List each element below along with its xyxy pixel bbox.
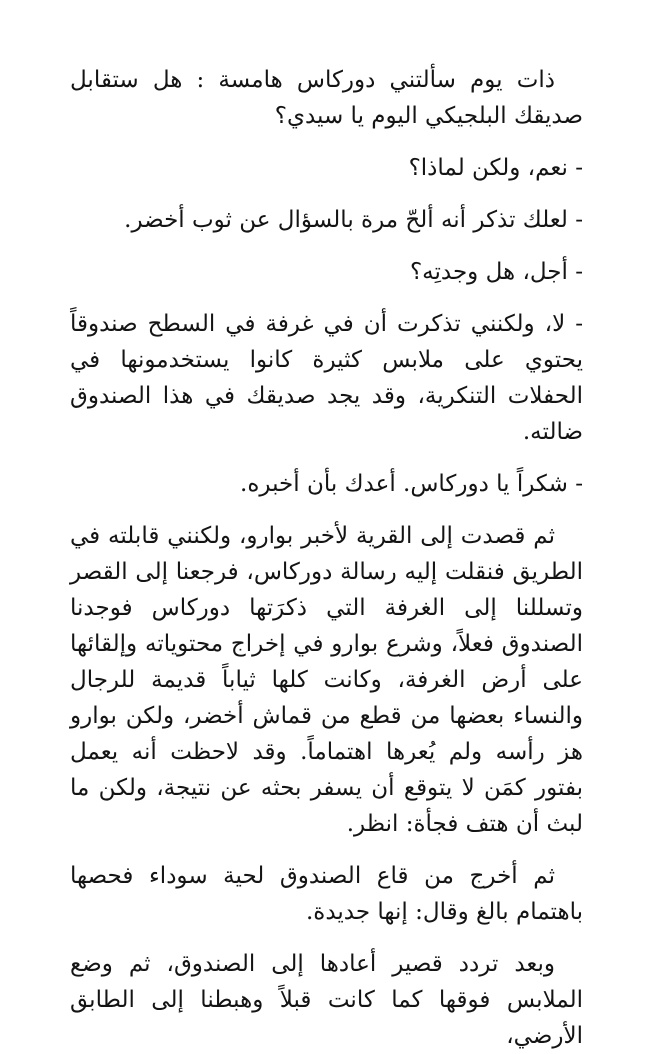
paragraph-going-downstairs: وبعد تردد قصير أعادها إلى الصندوق، ثم وضع الملابس فوقها كما كانت قبلاً وهبطنا إلى الطابق الأرضي، <box>70 951 583 1049</box>
dialog-line-attic-trunk: - لا، ولكنني تذكرت أن في غرفة في السطح صندوقاً يحتوي على ملابس كثيرة كانوا يستخدمونها في الحفلات التنكرية، وقد يجد صديقك في هذا الصندوق ضالته. <box>70 311 583 445</box>
dialog-line-green-dress: - لعلك تذكر أنه ألحّ مرة بالسؤال عن ثوب أخضر. <box>124 207 583 233</box>
dialog-line-did-you-find: - أجل، هل وجدتِه؟ <box>409 259 583 285</box>
paragraph-dorcas-question: ذات يوم سألتني دوركاس هامسة : هل ستقابل صديقك البلجيكي اليوم يا سيدي؟ <box>70 67 583 129</box>
paragraph-black-beard: ثم أخرج من قاع الصندوق لحية سوداء فحصها باهتمام بالغ وقال: إنها جديدة. <box>70 863 583 925</box>
paragraph-searching-trunk: ثم قصدت إلى القرية لأخبر بوارو، ولكنني قابلته في الطريق فنقلت إليه رسالة دوركاس، فرجعنا إلى القصر وتسللنا إلى الغرفة التي ذكرَتها دوركاس فوجدنا الصندوق فعلاً، وشرع بوارو في إخراج محتوياته وإلقائها على أرض الغرفة، وكانت كلها ثياباً قديمة للرجال والنساء بعضها من قطع من قماش أخضر، ولكن بوارو هز رأسه ولم يُعرها اهتماماً. وقد لاحظت أنه يعمل بفتور كمَن لا يتوقع أن يسفر بحثه عن نتيجة، ولكن ما لبث أن هتف فجأة: انظر. <box>70 523 583 837</box>
dialog-line-thanks: - شكراً يا دوركاس. أعدك بأن أخبره. <box>240 471 583 497</box>
dialog-line-yes-why: - نعم، ولكن لماذا؟ <box>408 155 583 181</box>
